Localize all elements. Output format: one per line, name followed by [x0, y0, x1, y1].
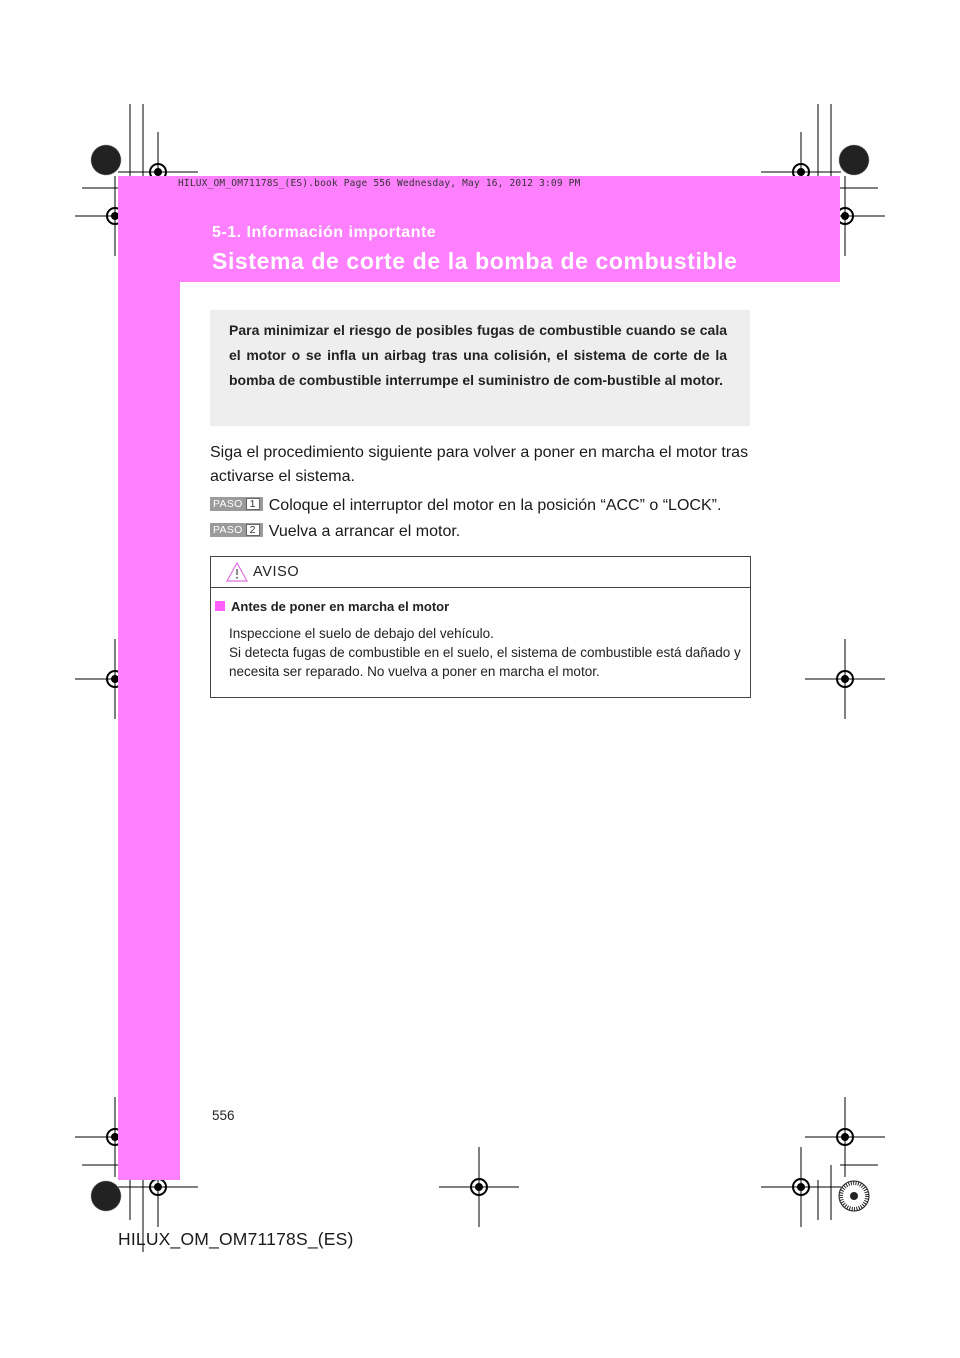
- warning-subtitle: [215, 599, 449, 614]
- warning-header: [211, 557, 750, 588]
- registration-mark: [761, 1147, 841, 1227]
- registration-mark: [439, 1147, 519, 1227]
- registration-mark: [805, 639, 885, 719]
- step-number: 2: [246, 524, 260, 536]
- warning-title: AVISO: [253, 564, 300, 580]
- step-text: Coloque el interruptor del motor en la posición “ACC” o “LOCK”.: [268, 497, 722, 514]
- page-number: 556: [212, 1108, 235, 1123]
- section-label: 5-1. Información importante: [212, 224, 437, 241]
- crop-info-line: HILUX_OM_OM71178S_(ES).book Page 556 Wednesday, May 16, 2012 3:09 PM: [178, 178, 581, 189]
- radial-target-bottom-left: [91, 1181, 121, 1211]
- intro-text: Para minimizar el riesgo de posibles fugas de combustible cuando se cala el motor o se infla un airbag tras una colisión, el sistema de corte de la bomba de combustible interrumpe el suministro de com-bustible al motor.: [229, 322, 727, 388]
- radial-target-bottom-right: [839, 1181, 869, 1211]
- step-2: [210, 523, 460, 541]
- side-color-band: [118, 176, 180, 1180]
- step-badge: PASO 1: [210, 497, 263, 511]
- body-paragraph: Siga el procedimiento siguiente para volver a poner en marcha el motor tras activarse el sistema.: [210, 444, 749, 485]
- warning-box: [210, 556, 751, 698]
- bullet-square-icon: [215, 601, 225, 611]
- warning-subtitle-text: Antes de poner en marcha el motor: [231, 599, 450, 614]
- radial-target-top-right: [839, 145, 869, 175]
- step-badge: PASO 2: [210, 523, 263, 537]
- warning-triangle-icon: [226, 562, 248, 582]
- page-title: Sistema de corte de la bomba de combustible: [212, 248, 738, 274]
- footer-document-id: HILUX_OM_OM71178S_(ES): [118, 1229, 354, 1249]
- step-text: Vuelva a arrancar el motor.: [268, 523, 461, 540]
- warning-text: Inspeccione el suelo de debajo del vehículo. Si detecta fugas de combustible en el suelo, el sistema de combustible está dañado y necesita ser reparado. No vuelva a poner en marcha el motor.: [229, 626, 741, 679]
- radial-target-top-left: [91, 145, 121, 175]
- step-1: [210, 497, 721, 515]
- step-number: 1: [246, 498, 260, 510]
